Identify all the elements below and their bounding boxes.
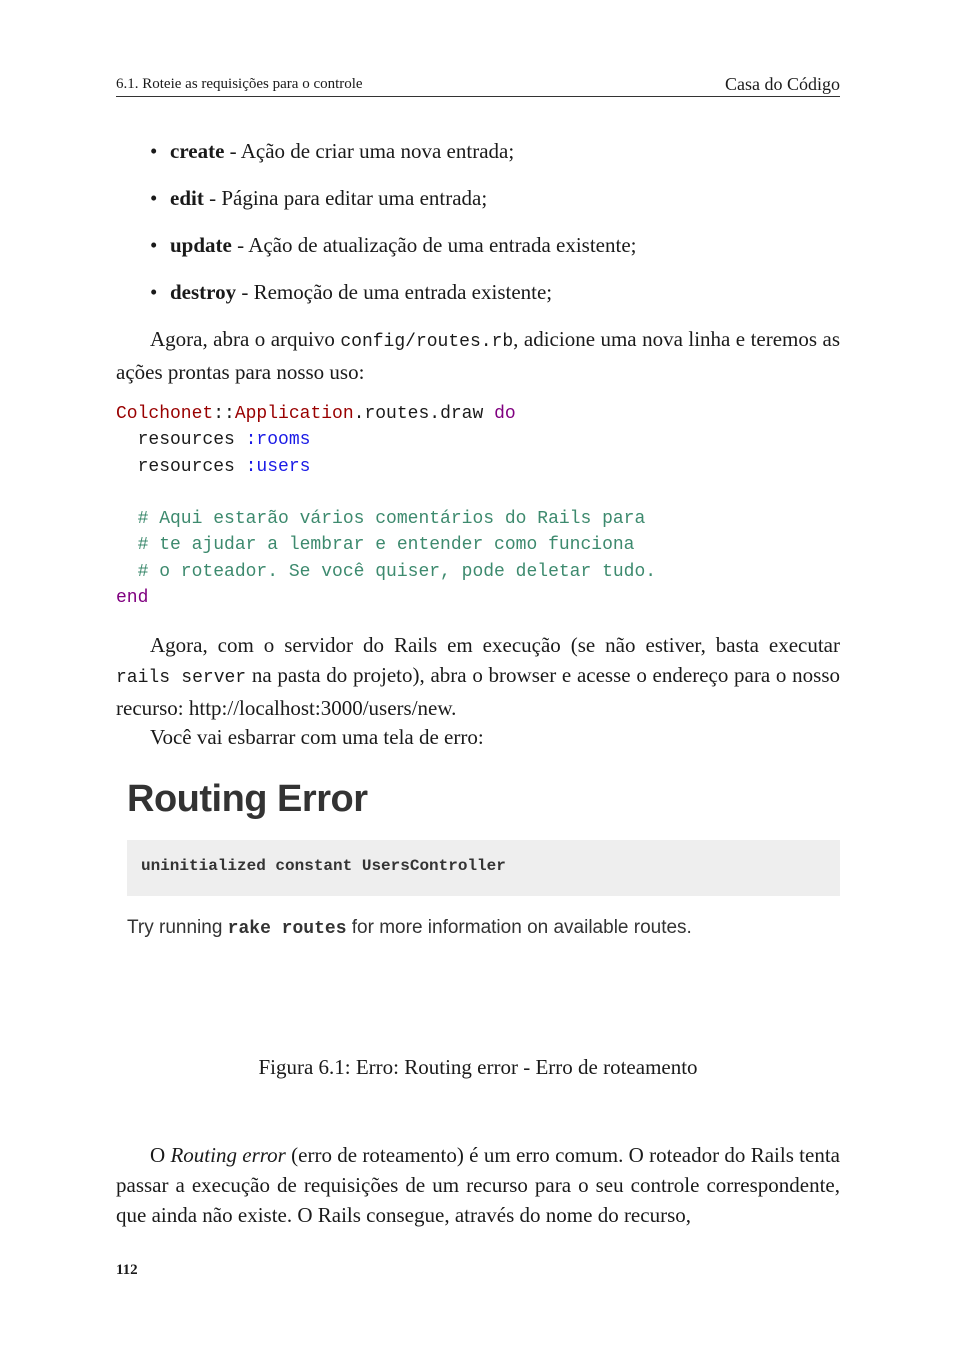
paragraph-text: na pasta do projeto), abra o browser e acesse o endereço para o nosso recurso: http://localhost:3000/users/new. — [116, 663, 840, 720]
code-token: Application — [234, 404, 354, 424]
hint-text: for more information on available routes. — [346, 917, 692, 938]
page-number: 112 — [116, 1262, 138, 1278]
code-token: resources — [116, 430, 246, 451]
paragraph-text: , adicione uma nova linha e teremos as ações prontas para nosso uso: — [116, 327, 841, 384]
code-token: Colchonet — [116, 404, 214, 424]
emphasis-term: Routing error — [170, 1143, 286, 1167]
code-token: resources — [116, 456, 246, 477]
header-section-title: 6.1. Roteie as requisições para o controle — [116, 76, 363, 92]
hint-text: Try running — [127, 917, 228, 938]
code-token: .routes.draw — [353, 404, 495, 424]
inline-code-file: config/routes.rb — [340, 332, 514, 352]
figure-error-title: Routing Error — [127, 778, 368, 820]
code-token: :: — [213, 404, 235, 424]
code-token: :users — [245, 456, 311, 477]
list-item-term: destroy — [170, 280, 237, 304]
paragraph-text: Agora, abra o arquivo — [150, 327, 341, 351]
list-item — [150, 229, 840, 276]
paragraph-text: O — [150, 1143, 171, 1167]
header-book-title: Casa do Código — [725, 74, 840, 94]
paragraph-routing-error — [116, 1140, 840, 1230]
action-list — [150, 135, 840, 323]
running-header — [116, 74, 840, 97]
list-item-term: create — [170, 139, 225, 163]
list-item-desc: - Remoção de uma entrada existente; — [236, 280, 553, 304]
paragraph-text: (erro de roteamento) é um erro comum. O roteador do Rails tenta passar a execução de requisições de um recurso para o seu controle correspondente, que ainda não existe. O Rails consegue, através do nome do recurso, — [116, 1143, 840, 1227]
code-token: :rooms — [245, 430, 311, 451]
figure-error-message: uninitialized constant UsersController — [141, 857, 506, 875]
figure-caption: Figura 6.1: Erro: Routing error - Erro de roteamento — [258, 1055, 698, 1079]
paragraph-routes-file — [116, 324, 840, 387]
code-comment: # o roteador. Se você quiser, pode deletar tudo. — [116, 561, 657, 582]
list-item-desc: - Página para editar uma entrada; — [203, 186, 488, 210]
code-block — [116, 401, 656, 611]
figure-error-hint — [127, 917, 692, 939]
paragraph-text: Agora, com o servidor do Rails em execução (se não estiver, basta executar — [150, 633, 840, 657]
list-item — [150, 135, 840, 182]
inline-code-command: rails server — [116, 668, 247, 688]
figure-error-message-box — [127, 840, 840, 896]
code-token: end — [116, 588, 149, 609]
list-item — [150, 182, 840, 229]
list-item-desc: - Ação de atualização de uma entrada existente; — [231, 233, 637, 257]
paragraph-error-intro: Você vai esbarrar com uma tela de erro: — [150, 725, 484, 749]
code-comment: # Aqui estarão vários comentários do Rails para — [116, 509, 646, 530]
code-token: do — [494, 404, 516, 424]
list-item-term: update — [170, 233, 232, 257]
list-item — [150, 276, 840, 323]
hint-command: rake routes — [227, 919, 347, 939]
paragraph-server — [116, 630, 840, 723]
list-item-desc: - Ação de criar uma nova entrada; — [224, 139, 515, 163]
list-item-term: edit — [170, 186, 204, 210]
code-comment: # te ajudar a lembrar e entender como funciona — [116, 535, 635, 556]
